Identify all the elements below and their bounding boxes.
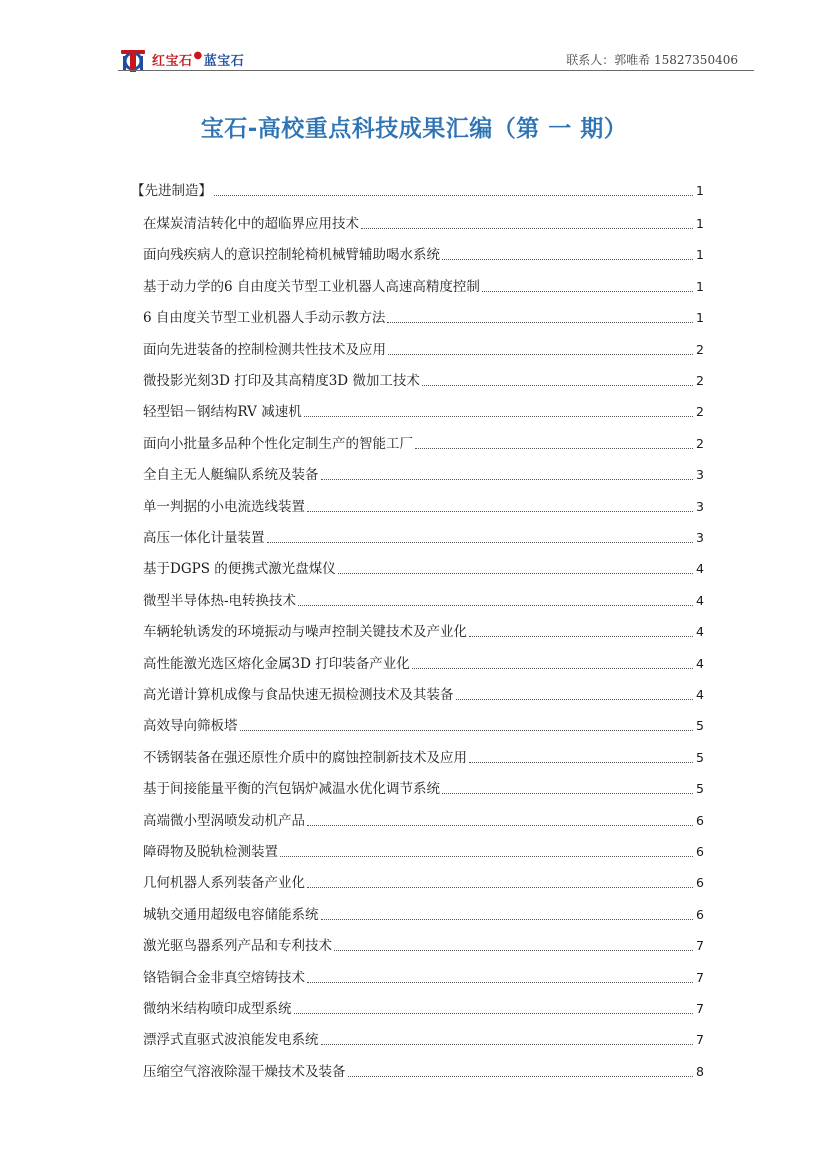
toc-entry[interactable] — [143, 684, 704, 704]
toc-entry-label: 微投影光刻3D 打印及其高精度3D 微加工技术 — [143, 373, 420, 389]
toc-entry-label: 高效导向筛板塔 — [143, 718, 238, 735]
toc-page-number: 6 — [696, 906, 704, 922]
toc-entry-label: 不锈钢装备在强还原性介质中的腐蚀控制新技术及应用 — [143, 749, 467, 766]
toc-entry-label: 面向残疾病人的意识控制轮椅机械臂辅助喝水系统 — [143, 247, 440, 264]
toc-entry-label: 高压一体化计量装置 — [143, 530, 265, 546]
toc-page-number: 1 — [696, 278, 704, 294]
toc-leader — [280, 856, 693, 857]
toc-entry-label: 面向先进装备的控制检测共性技术及应用 — [143, 341, 386, 358]
toc-entry-label: 车辆轮轨诱发的环境振动与噪声控制关键技术及产业化 — [143, 624, 467, 641]
toc-entry[interactable] — [143, 213, 704, 233]
toc-entry[interactable] — [143, 339, 704, 359]
toc-leader — [387, 322, 693, 323]
toc-entry[interactable] — [143, 653, 704, 673]
toc-entry[interactable] — [143, 276, 704, 296]
logo-dot-icon: ● — [193, 49, 203, 61]
toc-page-number: 7 — [696, 938, 704, 954]
toc-entry-label: 高光谱计算机成像与食品快速无损检测技术及其装备 — [143, 687, 454, 703]
toc-page-number: 1 — [696, 247, 704, 263]
toc-entry-label: 轻型铝－钢结构RV 减速机 — [143, 404, 302, 421]
toc-leader — [240, 730, 694, 731]
toc-entry[interactable] — [143, 244, 704, 264]
toc-entry-label: 铬锆铜合金非真空熔铸技术 — [143, 969, 305, 986]
toc-leader — [307, 511, 693, 512]
toc-page-number: 7 — [696, 969, 704, 985]
toc-entry[interactable] — [143, 935, 704, 955]
toc-page-number: 1 — [696, 183, 704, 198]
toc-entry[interactable] — [143, 1029, 704, 1049]
toc-entry[interactable] — [143, 590, 704, 610]
toc-entry[interactable] — [143, 401, 704, 421]
logo-text — [152, 50, 244, 69]
toc-entry-label: 漂浮式直驱式波浪能发电系统 — [143, 1032, 319, 1049]
toc-entry-label: 单一判据的小电流选线装置 — [143, 498, 305, 515]
toc-entry-label: 障碍物及脱轨检测装置 — [143, 844, 278, 860]
toc-section-label: 【先进制造】 — [131, 183, 212, 199]
toc-leader — [294, 1013, 694, 1014]
toc-leader — [338, 573, 693, 574]
toc-leader — [321, 479, 694, 480]
toc-entry[interactable] — [143, 621, 704, 641]
toc-entry[interactable] — [143, 747, 704, 767]
toc-leader — [442, 793, 693, 794]
logo-text-red: 红宝石 — [152, 53, 193, 69]
toc-leader — [307, 887, 693, 888]
toc-entry-label: 6 自由度关节型工业机器人手动示教方法 — [143, 310, 386, 327]
toc-entry-label: 基于间接能量平衡的汽包锅炉减温水优化调节系统 — [143, 781, 440, 798]
toc-entry[interactable] — [143, 778, 704, 798]
toc-entry-label: 高性能激光选区熔化金属3D 打印装备产业化 — [143, 655, 410, 672]
toc-entry[interactable] — [143, 967, 704, 987]
toc-entry[interactable] — [143, 872, 704, 892]
toc-leader — [442, 259, 693, 260]
toc-entry-label: 压缩空气溶液除湿干燥技术及装备 — [143, 1063, 346, 1080]
toc-page-number: 4 — [696, 655, 704, 671]
toc-entry[interactable] — [143, 810, 704, 830]
toc-leader — [334, 950, 693, 951]
toc-leader — [321, 919, 694, 920]
toc-leader — [422, 385, 693, 386]
contact-info: 联系人：郭唯希 15827350406 — [566, 53, 738, 67]
logo-text-blue: 蓝宝石 — [203, 53, 245, 69]
toc-leader — [298, 605, 693, 606]
toc-entry[interactable] — [143, 370, 704, 390]
toc-entry[interactable] — [143, 715, 704, 735]
toc-page-number: 7 — [696, 1032, 704, 1048]
toc-page-number: 2 — [696, 404, 704, 420]
toc-entry[interactable] — [143, 841, 704, 861]
toc-leader — [456, 699, 694, 700]
toc-entry-label: 在煤炭清洁转化中的超临界应用技术 — [143, 216, 359, 232]
toc-entry-label: 微纳米结构喷印成型系统 — [143, 1001, 292, 1017]
page-header — [0, 0, 828, 80]
toc-leader — [469, 762, 693, 763]
toc-page-number: 3 — [696, 467, 704, 483]
toc-page-number: 5 — [696, 718, 704, 734]
toc-leader — [415, 448, 693, 449]
toc-entry[interactable] — [143, 496, 704, 516]
toc-leader — [412, 668, 693, 669]
toc-page-number: 2 — [696, 341, 704, 357]
toc-page-number: 6 — [696, 812, 704, 828]
toc-page-number: 4 — [696, 687, 704, 702]
toc-entry[interactable] — [143, 527, 704, 547]
toc-leader — [469, 636, 693, 637]
toc-page-number: 1 — [696, 216, 704, 231]
toc-leader — [267, 542, 694, 543]
toc-leader — [307, 825, 693, 826]
toc-leader — [321, 1044, 694, 1045]
toc-entry-label: 全自主无人艇编队系统及装备 — [143, 467, 319, 484]
toc-leader — [307, 982, 693, 983]
toc-page-number: 4 — [696, 561, 704, 577]
header-divider — [118, 70, 754, 71]
toc-entry-label: 微型半导体热-电转换技术 — [143, 592, 297, 609]
toc-page-number: 2 — [696, 373, 704, 388]
toc-page-number: 4 — [696, 624, 704, 640]
toc-entry[interactable] — [143, 904, 704, 924]
toc-entry[interactable] — [143, 433, 704, 453]
toc-page-number: 2 — [696, 435, 704, 451]
toc-page-number: 4 — [696, 592, 704, 608]
toc-entry[interactable] — [143, 1061, 704, 1081]
toc-page-number: 6 — [696, 875, 704, 891]
toc-page-number: 1 — [696, 310, 704, 326]
toc-entry-label: 城轨交通用超级电容储能系统 — [143, 906, 319, 923]
toc-entry[interactable] — [143, 558, 704, 578]
toc-leader — [482, 291, 693, 292]
toc-entry-label: 基于动力学的6 自由度关节型工业机器人高速高精度控制 — [143, 278, 480, 295]
toc-entry[interactable] — [143, 307, 704, 327]
document-title: 宝石-高校重点科技成果汇编（第 一 期） — [200, 116, 628, 142]
toc-page-number: 3 — [696, 498, 704, 514]
toc-section[interactable] — [131, 180, 704, 200]
toc-entry[interactable] — [143, 464, 704, 484]
toc-page-number: 7 — [696, 1001, 704, 1016]
toc-page-number: 6 — [696, 844, 704, 859]
toc-entry[interactable] — [143, 998, 704, 1018]
toc-leader — [388, 354, 693, 355]
toc-page-number: 5 — [696, 781, 704, 797]
toc-entry-label: 几何机器人系列装备产业化 — [143, 875, 305, 892]
toc-page-number: 8 — [696, 1063, 704, 1079]
toc-entry-label: 基于DGPS 的便携式激光盘煤仪 — [143, 561, 336, 578]
toc-leader — [348, 1076, 694, 1077]
toc-leader — [214, 195, 693, 196]
toc-page-number: 5 — [696, 749, 704, 765]
toc-entry-label: 面向小批量多品种个性化定制生产的智能工厂 — [143, 435, 413, 452]
toc-entry-label: 高端微小型涡喷发动机产品 — [143, 812, 305, 829]
toc-leader — [304, 416, 693, 417]
toc-page-number: 3 — [696, 530, 704, 545]
toc-entry-label: 激光驱鸟器系列产品和专利技术 — [143, 938, 332, 955]
toc-leader — [361, 228, 693, 229]
